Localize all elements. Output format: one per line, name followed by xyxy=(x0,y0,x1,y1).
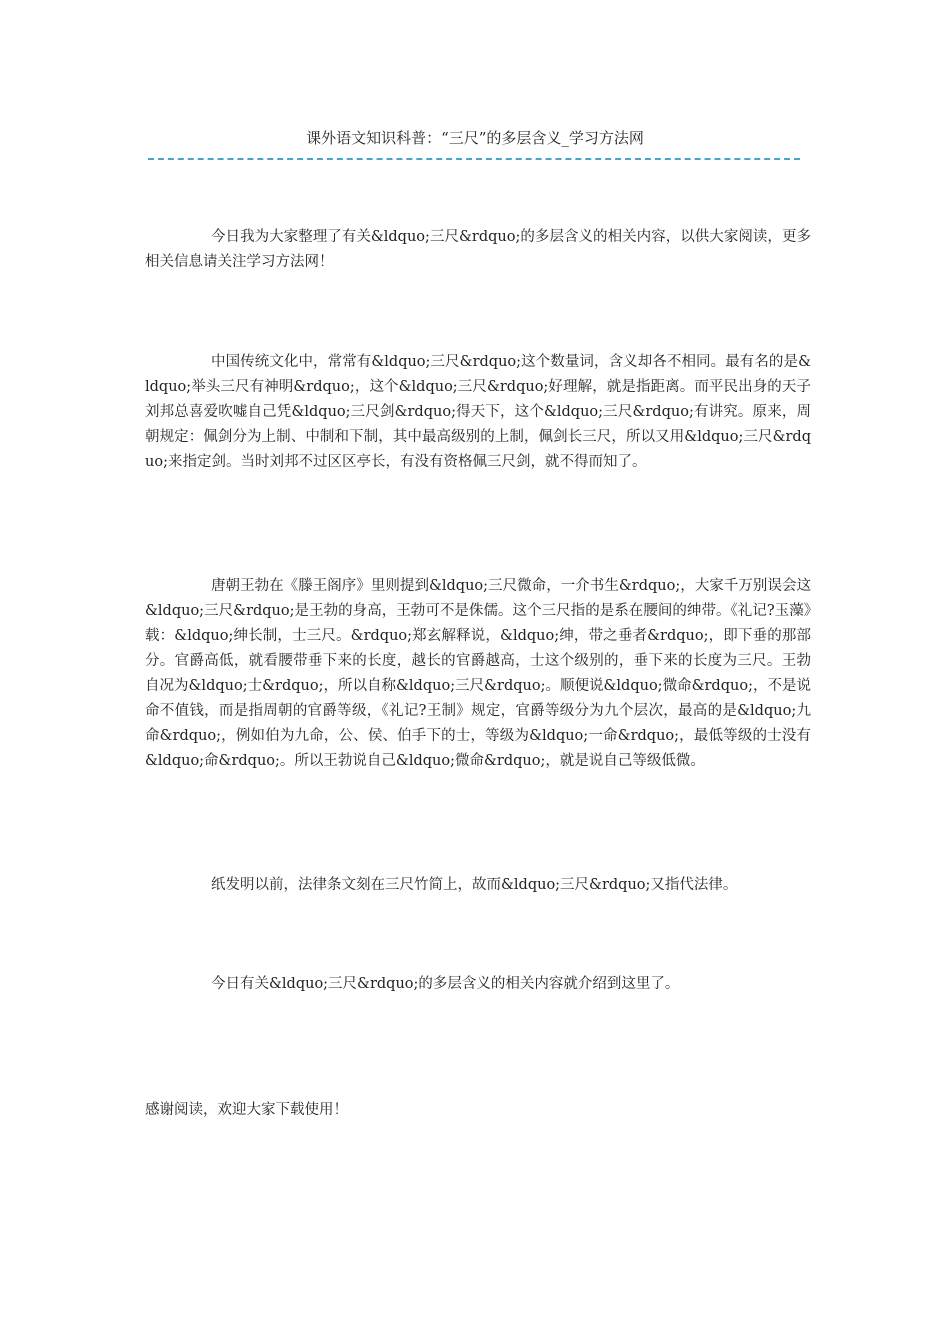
paragraph-conclusion: 今日有关&ldquo;三尺&rdquo;的多层含义的相关内容就介绍到这里了。 xyxy=(211,976,680,992)
paragraph-liu-bang: 中国传统文化中，常常有&ldquo;三尺&rdquo;这个数量词，含义却各不相同。最有名的是&ldquo;举头三尺有神明&rdquo;，这个&ldquo;三尺&rdquo;好理解，就是指距离。而平民出身的天子刘邦总喜爱吹嘘自己凭&ldquo;三尺剑&rdquo;得天下，这个&ldquo;三尺&rdquo;有讲究。原来，周朝规定：佩剑分为上制、中制和下制，其中最高级别的上制，佩剑长三尺，所以又用&ldquo;三尺&rdquo;来指定剑。当时刘邦不过区区亭长，有没有资格佩三尺剑，就不得而知了。 xyxy=(145,354,811,470)
page-title: 课外语文知识科普：“三尺”的多层含义_学习方法网 xyxy=(306,129,644,147)
paragraph-thanks: 感谢阅读，欢迎大家下载使用！ xyxy=(145,1102,348,1118)
paragraph-intro: 今日我为大家整理了有关&ldquo;三尺&rdquo;的多层含义的相关内容，以供大家阅读，更多相关信息请关注学习方法网！ xyxy=(145,229,811,270)
paragraph-wang-bo: 唐朝王勃在《滕王阁序》里则提到&ldquo;三尺微命，一介书生&rdquo;，大家千万别误会这&ldquo;三尺&rdquo;是王勃的身高，王勃可不是侏儒。这个三尺指的是系在腰间的绅带。《礼记?玉藻》载：&ldquo;绅长制，士三尺。&rdquo;郑玄解释说，&ldquo;绅，带之垂者&rdquo;，即下垂的那部分。官爵高低，就看腰带垂下来的长度，越长的官爵越高，士这个级别的，垂下来的长度为三尺。王勃自况为&ldquo;士&rdquo;，所以自称&ldquo;三尺&rdquo;。顺便说&ldquo;微命&rdquo;，不是说命不值钱，而是指周朝的官爵等级，《礼记?王制》规定，官爵等级分为九个层次，最高的是&ldquo;九命&rdquo;，例如伯为九命，公、侯、伯手下的士，等级为&ldquo;一命&rdquo;，最低等级的士没有&ldquo;命&rdquo;。所以王勃说自己&ldquo;微命&rdquo;，就是说自己等级低微。 xyxy=(145,578,811,769)
paragraph-law: 纸发明以前，法律条文刻在三尺竹简上，故而&ldquo;三尺&rdquo;又指代法律。 xyxy=(211,877,738,893)
title-divider xyxy=(148,158,800,160)
